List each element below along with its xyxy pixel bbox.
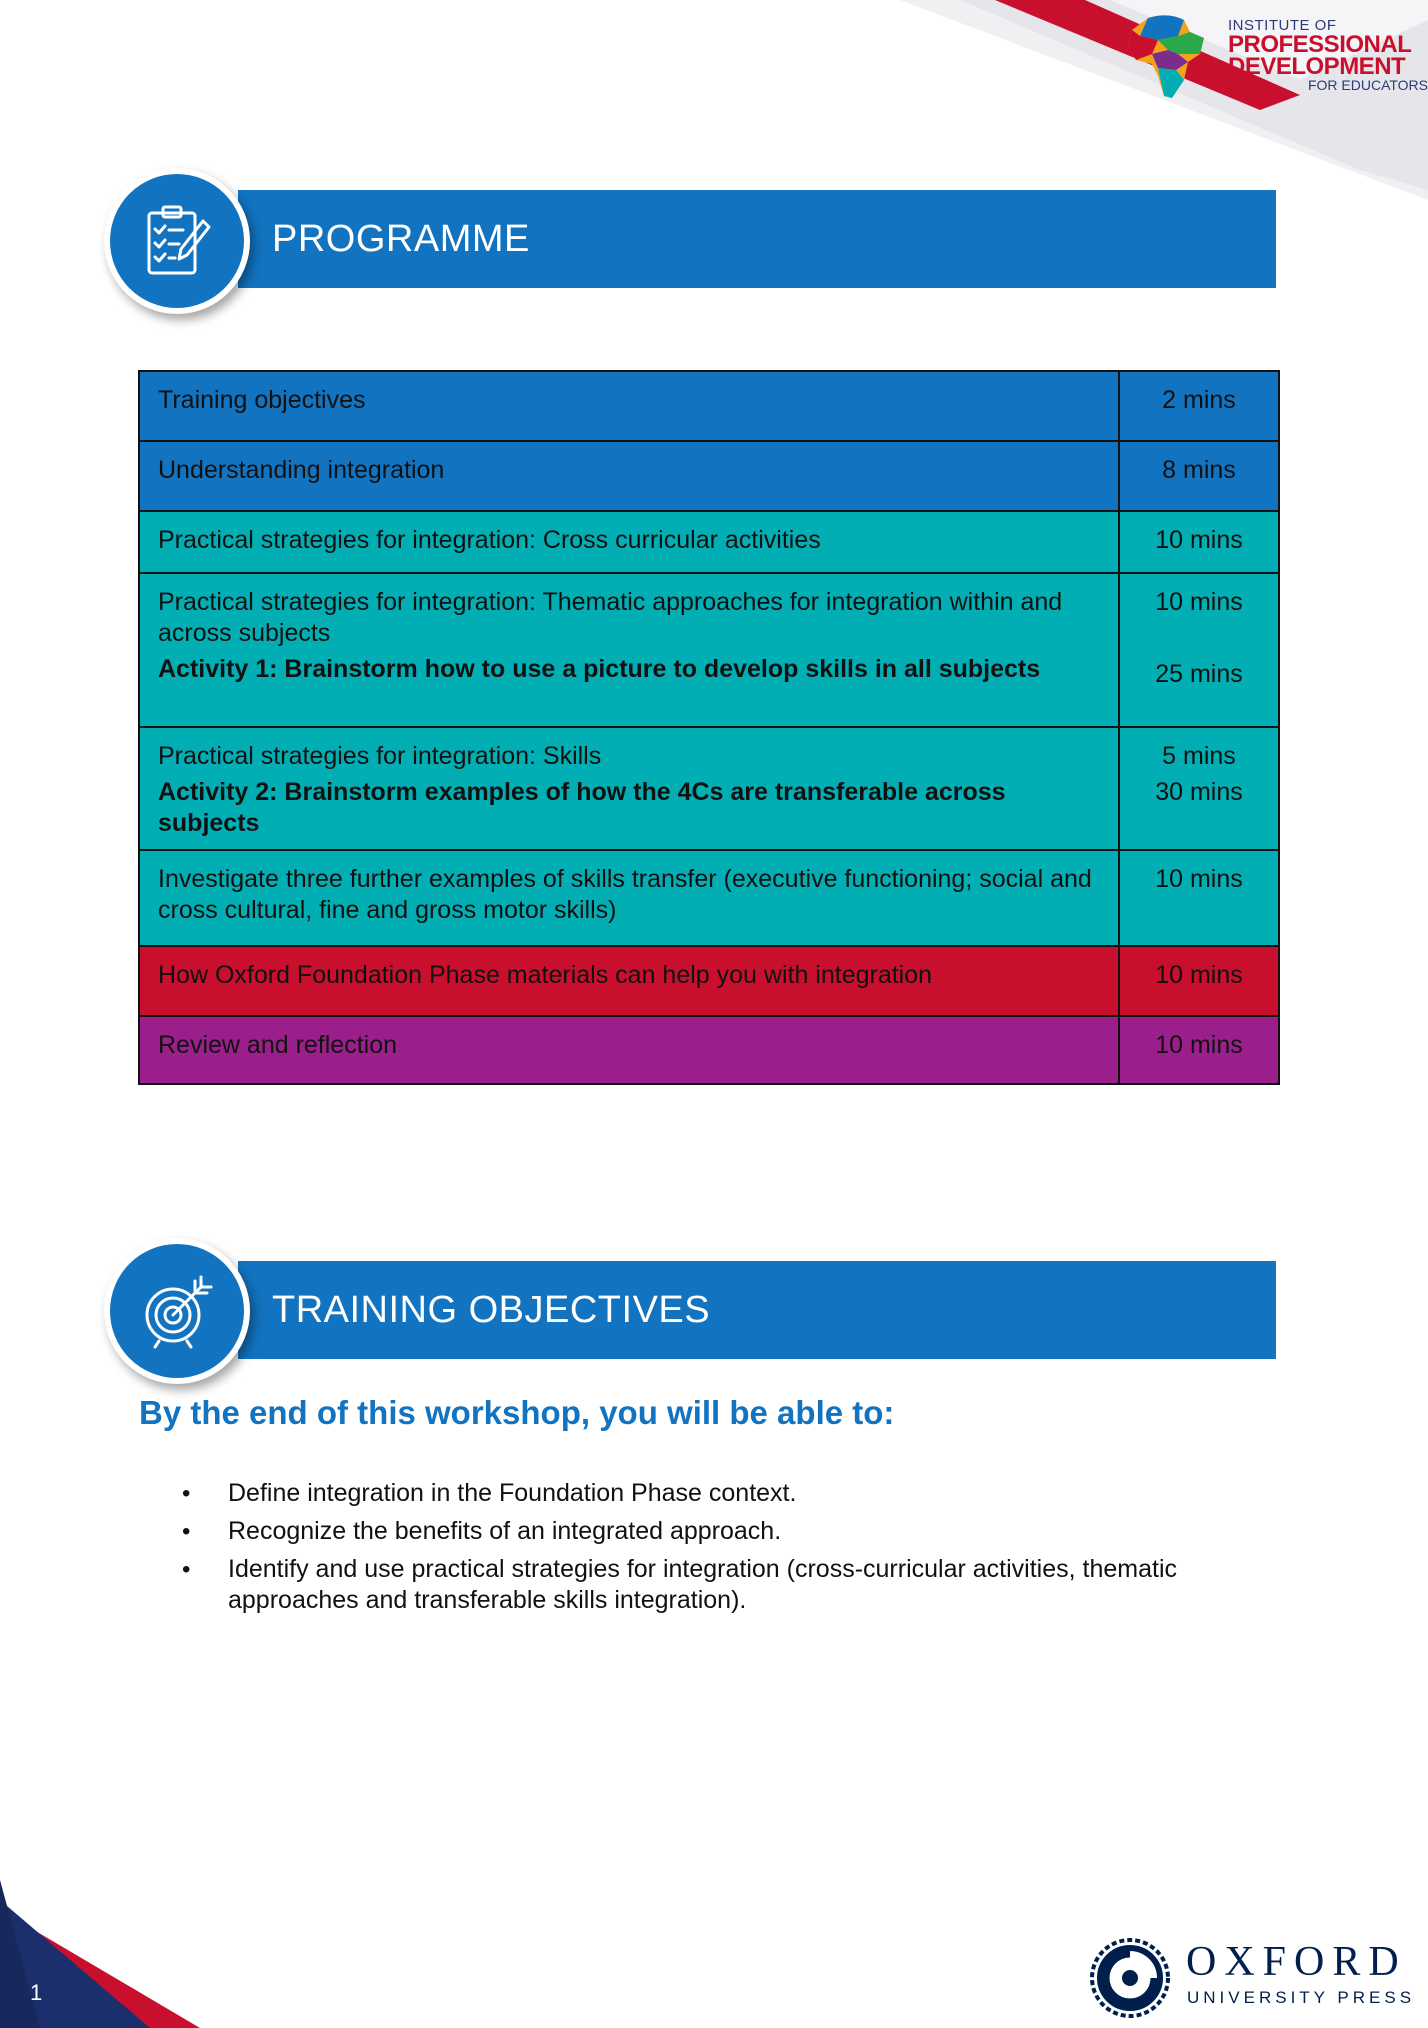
logo-line-3: DEVELOPMENT [1228, 53, 1406, 80]
activity-text: How Oxford Foundation Phase materials can help you with integration [158, 961, 933, 989]
programme-badge [104, 168, 250, 314]
time-text: 10 mins [1155, 588, 1243, 616]
time-text: 25 mins [1155, 660, 1243, 688]
oxford-emblem-icon [1088, 1936, 1172, 2020]
target-arrow-icon [137, 1271, 217, 1351]
activity-bold-text: Activity 2: Brainstorm examples of how the 4Cs are transferable across subjects [158, 778, 1006, 837]
time-text: 10 mins [1155, 961, 1243, 989]
time-cell [1119, 946, 1279, 1016]
time-text: 5 mins [1162, 742, 1236, 770]
time-cell [1119, 511, 1279, 573]
table-row [139, 850, 1279, 946]
logo-line-4: FOR EDUCATORS [1307, 77, 1428, 93]
table-row [139, 727, 1279, 850]
time-cell [1119, 1016, 1279, 1084]
time-text: 10 mins [1155, 1031, 1243, 1059]
table-row [139, 573, 1279, 727]
time-cell [1119, 850, 1279, 946]
activity-cell [139, 850, 1119, 946]
activity-cell [139, 727, 1119, 850]
objectives-banner [238, 1261, 1276, 1359]
programme-banner [238, 190, 1276, 288]
table-row [139, 946, 1279, 1016]
list-item: • Recognize the benefits of an integrated approach. [180, 1516, 1280, 1547]
oxford-logo [1088, 1934, 1418, 2026]
activity-cell [139, 511, 1119, 573]
logo-line-2: PROFESSIONAL [1228, 31, 1412, 58]
publisher-sub: UNIVERSITY PRESS [1187, 1988, 1416, 2007]
objectives-badge [104, 1238, 250, 1384]
objectives-heading: By the end of this workshop, you will be able to: [139, 1394, 895, 1431]
logo-line-1: INSTITUTE OF [1228, 17, 1337, 34]
ipd-logo [1118, 10, 1428, 105]
activity-text: Review and reflection [158, 1031, 398, 1059]
table-row [139, 441, 1279, 511]
time-text: 8 mins [1162, 456, 1236, 484]
activity-cell [139, 371, 1119, 441]
activity-bold-text: Activity 1: Brainstorm how to use a picture to develop skills in all subjects [158, 655, 1041, 683]
activity-text: Practical strategies for integration: Thematic approaches for integration within and across subjects [158, 588, 1063, 647]
list-item: • Identify and use practical strategies for integration (cross-curricular activities, thematic approaches and transferable skills integration). [180, 1554, 1280, 1616]
activity-text: Practical strategies for integration: Cross curricular activities [158, 526, 821, 554]
time-cell [1119, 441, 1279, 511]
list-item: • Define integration in the Foundation Phase context. [180, 1478, 1280, 1509]
time-text: 10 mins [1155, 526, 1243, 554]
table-row [139, 1016, 1279, 1084]
activity-text: Investigate three further examples of skills transfer (executive functioning; social and cross cultural, fine and gross motor skills) [158, 865, 1092, 924]
time-text: 10 mins [1155, 865, 1243, 893]
table-row [139, 371, 1279, 441]
activity-text: Understanding integration [158, 456, 445, 484]
time-text: 2 mins [1162, 386, 1236, 414]
time-text: 30 mins [1155, 778, 1243, 806]
page-number: 1 [30, 1980, 43, 2005]
programme-title: PROGRAMME [272, 218, 530, 260]
publisher-name: OXFORD [1186, 1939, 1407, 1985]
activity-cell [139, 441, 1119, 511]
clipboard-checklist-icon [137, 201, 217, 281]
time-cell [1119, 371, 1279, 441]
activity-text: Practical strategies for integration: Skills [158, 742, 602, 770]
objectives-title: TRAINING OBJECTIVES [272, 1289, 711, 1331]
programme-table [138, 370, 1280, 1085]
activity-cell [139, 946, 1119, 1016]
time-cell [1119, 727, 1279, 850]
time-cell [1119, 573, 1279, 727]
table-row [139, 511, 1279, 573]
objectives-list [180, 1478, 1280, 1623]
africa-map-icon [1118, 10, 1218, 105]
activity-cell [139, 573, 1119, 727]
activity-text: Training objectives [158, 386, 366, 414]
activity-cell [139, 1016, 1119, 1084]
